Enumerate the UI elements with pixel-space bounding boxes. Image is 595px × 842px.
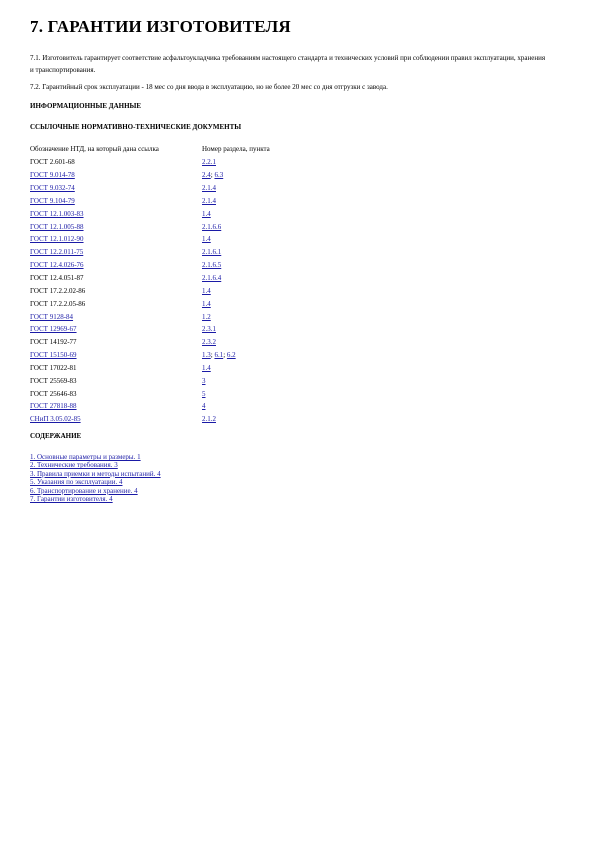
document-cell (30, 284, 202, 297)
section-refs-cell (202, 400, 322, 413)
document-cell (30, 272, 202, 285)
document-cell (30, 297, 202, 310)
document-link[interactable]: ГОСТ 9.104-79 (30, 196, 75, 205)
table-row (30, 259, 322, 272)
document-link[interactable]: ГОСТ 12.1.012-90 (30, 235, 84, 244)
document-code: ГОСТ 17.2.2.05-86 (30, 299, 86, 308)
section-ref-link[interactable]: 2.3.1 (202, 325, 216, 334)
section-ref-link[interactable]: 4 (202, 402, 206, 411)
document-link[interactable]: ГОСТ 12.2.011-75 (30, 248, 84, 257)
section-ref-link[interactable]: 3 (202, 376, 206, 385)
contents-item (30, 461, 161, 469)
document-cell (30, 233, 202, 246)
contents-item (30, 478, 161, 486)
document-link[interactable]: СНиП 3.05.02-85 (30, 415, 81, 424)
section-refs-cell (202, 310, 322, 323)
document-link[interactable]: ГОСТ 12969-67 (30, 325, 77, 334)
document-cell (30, 400, 202, 413)
section-ref-link[interactable]: 6.2 (226, 351, 236, 360)
section-ref-link[interactable]: 2.2.1 (202, 158, 216, 167)
table-row (30, 362, 322, 375)
section-ref-link[interactable]: 2.4 (202, 171, 211, 180)
section-refs-cell (202, 374, 322, 387)
document-cell (30, 349, 202, 362)
document-cell (30, 374, 202, 387)
table-row (30, 413, 322, 426)
table-row (30, 182, 322, 195)
table-row (30, 323, 322, 336)
document-cell (30, 336, 202, 349)
section-ref-link[interactable]: 1.4 (202, 286, 211, 295)
section-refs-cell (202, 284, 322, 297)
section-ref-link[interactable]: 2.1.6.4 (202, 274, 222, 283)
document-link[interactable]: ГОСТ 12.1.003-83 (30, 209, 84, 218)
table-row (30, 220, 322, 233)
table-row (30, 233, 322, 246)
contents-heading: СОДЕРЖАНИЕ (30, 432, 82, 440)
ref-separator: ; (210, 351, 215, 360)
contents-link[interactable]: 3. Правила приемки и методы испытаний. 4 (30, 469, 161, 478)
document-link[interactable]: ГОСТ 27818-88 (30, 402, 77, 411)
document-cell (30, 413, 202, 426)
document-code: ГОСТ 12.4.051-87 (30, 274, 84, 283)
document-cell (30, 169, 202, 182)
section-ref-link[interactable]: 2.1.4 (202, 184, 216, 193)
references-table-body (30, 156, 322, 426)
section-ref-link[interactable]: 1.4 (202, 209, 211, 218)
section-ref-link[interactable]: 2.1.6.5 (202, 261, 222, 270)
document-cell (30, 259, 202, 272)
section-refs-cell (202, 336, 322, 349)
contents-link[interactable]: 2. Технические требования. 3 (30, 461, 118, 470)
section-refs-cell (202, 182, 322, 195)
section-refs-cell (202, 413, 322, 426)
document-link[interactable]: ГОСТ 12.4.026-76 (30, 261, 84, 270)
document-link[interactable]: ГОСТ 15150-69 (30, 351, 77, 360)
section-ref-link[interactable]: 1.2 (202, 312, 211, 321)
document-code: ГОСТ 17.2.2.02-86 (30, 286, 86, 295)
document-cell (30, 323, 202, 336)
table-row (30, 272, 322, 285)
document-code: ГОСТ 17022-81 (30, 363, 77, 372)
document-cell (30, 220, 202, 233)
section-refs-cell (202, 207, 322, 220)
contents-item (30, 495, 161, 503)
table-row (30, 336, 322, 349)
document-link[interactable]: ГОСТ 9.014-78 (30, 171, 75, 180)
contents-link[interactable]: 6. Транспортирование и хранение. 4 (30, 486, 138, 495)
section-refs-cell (202, 246, 322, 259)
table-row (30, 310, 322, 323)
document-cell (30, 246, 202, 259)
section-ref-link[interactable]: 2.1.6.6 (202, 222, 222, 231)
contents-list (30, 453, 161, 503)
section-ref-link[interactable]: 1.4 (202, 363, 211, 372)
section-refs-cell (202, 387, 322, 400)
ref-separator: ; (223, 351, 227, 360)
contents-item (30, 453, 161, 461)
document-cell (30, 310, 202, 323)
section-ref-link[interactable]: 2.3.2 (202, 338, 216, 347)
column-header-section: Номер раздела, пункта (202, 145, 270, 153)
section-refs-cell (202, 349, 322, 362)
section-refs-cell (202, 272, 322, 285)
table-row (30, 284, 322, 297)
document-code: ГОСТ 25646-83 (30, 389, 77, 398)
refs-heading: ССЫЛОЧНЫЕ НОРМАТИВНО-ТЕХНИЧЕСКИЕ ДОКУМЕНТЫ (30, 123, 242, 131)
document-cell (30, 362, 202, 375)
section-refs-cell (202, 220, 322, 233)
table-row (30, 156, 322, 169)
table-header-row (30, 142, 322, 156)
section-refs-cell (202, 259, 322, 272)
contents-link[interactable]: 1. Основные параметры и размеры. 1 (30, 453, 141, 461)
table-row (30, 400, 322, 413)
section-title: 7. ГАРАНТИИ ИЗГОТОВИТЕЛЯ (30, 17, 291, 36)
ref-separator: ; (210, 171, 215, 180)
table-row (30, 387, 322, 400)
section-refs-cell (202, 233, 322, 246)
contents-link[interactable]: 7. Гарантии изготовителя. 4 (30, 495, 113, 504)
contents-link[interactable]: 5. Указания по эксплуатации. 4 (30, 478, 123, 487)
section-ref-link[interactable]: 2.1.6.1 (202, 248, 222, 257)
contents-item (30, 487, 161, 495)
table-row (30, 195, 322, 208)
document-link[interactable]: ГОСТ 12.1.005-88 (30, 222, 84, 231)
document-code: ГОСТ 14192-77 (30, 338, 77, 347)
document-cell (30, 182, 202, 195)
section-ref-link[interactable]: 1.4 (202, 299, 211, 308)
section-ref-link[interactable]: 2.1.2 (202, 415, 216, 424)
document-cell (30, 156, 202, 169)
section-ref-link[interactable]: 6.1 (214, 351, 224, 360)
section-ref-link[interactable]: 1.3 (202, 351, 211, 360)
info-heading: ИНФОРМАЦИОННЫЕ ДАННЫЕ (30, 102, 142, 110)
warranty-paragraph-7-2: 7.2. Гарантийный срок эксплуатации - 18 мес со дня ввода в эксплуатацию, но не более 20 мес со дня отгрузки с завода. (30, 83, 388, 91)
document-cell (30, 207, 202, 220)
table-row (30, 246, 322, 259)
references-table (30, 142, 322, 426)
document-link[interactable]: ГОСТ 9.032-74 (30, 184, 75, 193)
table-row (30, 297, 322, 310)
document-code: ГОСТ 2.601-68 (30, 158, 75, 167)
column-header-document: Обозначение НТД, на который дана ссылка (30, 145, 159, 153)
section-refs-cell (202, 156, 322, 169)
warranty-paragraph-7-1: 7.1. Изготовитель гарантирует соответствие асфальтоукладчика требованиям настоящего стандарта и технических условий при соблюдении правил эксплуатации, хранения и транспортирования. (30, 54, 546, 74)
document-cell (30, 195, 202, 208)
table-row (30, 169, 322, 182)
table-row (30, 207, 322, 220)
section-refs-cell (202, 323, 322, 336)
section-refs-cell (202, 169, 322, 182)
table-row (30, 374, 322, 387)
section-refs-cell (202, 195, 322, 208)
table-row (30, 349, 322, 362)
document-cell (30, 387, 202, 400)
section-refs-cell (202, 297, 322, 310)
section-ref-link[interactable]: 1.4 (202, 235, 211, 244)
document-link[interactable]: ГОСТ 9128-84 (30, 312, 74, 321)
document-code: ГОСТ 25569-83 (30, 376, 77, 385)
section-ref-link[interactable]: 5 (202, 389, 206, 398)
section-ref-link[interactable]: 2.1.4 (202, 196, 216, 205)
section-ref-link[interactable]: 6.3 (214, 171, 224, 180)
section-refs-cell (202, 362, 322, 375)
contents-item (30, 470, 161, 478)
